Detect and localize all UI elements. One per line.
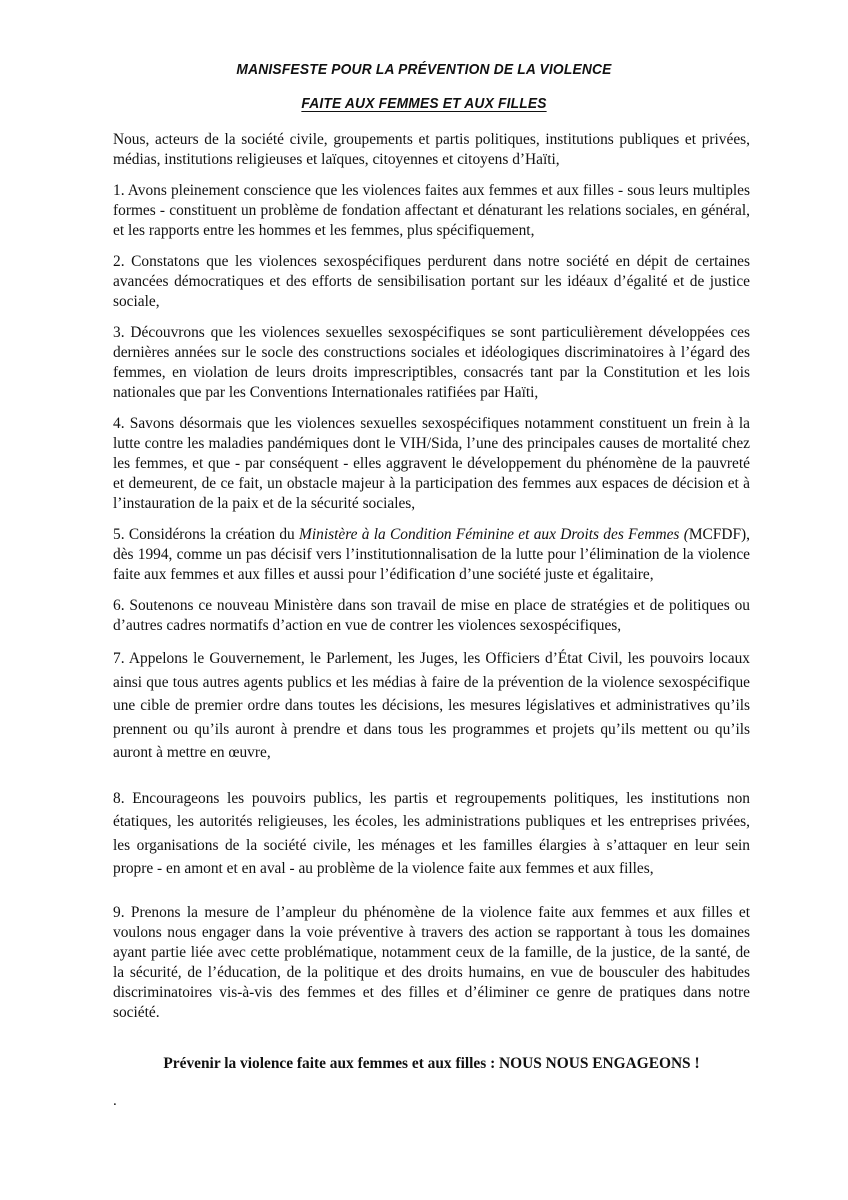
paragraph-8: 8. Encourageons les pouvoirs publics, les partis et regroupements politiques, les institutions non étatiques, les autorités religieuses, les écoles, les administrations publiques et les entreprises privées, les organisations de la société civile, les ménages et les familles élargies à s’attaquer en leur sein propre - en amont et en aval - au problème de la violence faite aux femmes et aux filles, [113, 789, 750, 877]
paragraph-5 [113, 525, 750, 585]
paragraph-7: 7. Appelons le Gouvernement, le Parlement, les Juges, les Officiers d’État Civil, les pouvoirs locaux ainsi que tous autres agents publics et les médias à faire de la prévention de la violence sexospécifique une cible de premier ordre dans toutes les décisions, les mesures législatives et administratives qu’ils prennent ou qu’ils auront à prendre et dans tous les programmes et projets qu’ils mettent ou qu’ils auront à mettre en œuvre, [113, 650, 750, 761]
document-body [113, 130, 750, 1034]
paragraph-1: 1. Avons pleinement conscience que les violences faites aux femmes et aux filles - sous leurs multiples formes - constituent un problème de fondation affectant et dénaturant les relations sociales, en général, et les rapports entre les hommes et les femmes, plus spécifiquement, [113, 182, 750, 239]
title-line-2-text: FAITE AUX FEMMES ET AUX FILLES [301, 95, 547, 112]
title-line-1-text: MANISFESTE POUR LA PRÉVENTION DE LA VIOLENCE [236, 61, 612, 78]
paragraph-9: 9. Prenons la mesure de l’ampleur du phénomène de la violence faite aux femmes et aux filles et voulons nous engager dans la voie préventive à travers des action se rapportant à tous les domaines ayant partie liée avec cette problématique, notamment ceux de la famille, de la justice, de la santé, de la sécurité, de l’éducation, de la politique et des droits humains, en vue de bousculer des habitudes discriminatoires vis-à-vis des femmes et des filles et d’éliminer ce genre de pratiques dans notre société. [113, 903, 750, 1021]
paragraph-6: 6. Soutenons ce nouveau Ministère dans son travail de mise en place de stratégies et de politiques ou d’autres cadres normatifs d’action en vue de contrer les violences sexospécifiques, [113, 597, 750, 634]
paragraph-2: 2. Constatons que les violences sexospécifiques perdurent dans notre société en dépit de certaines avancées démocratiques et des efforts de sensibilisation portant sur les idéaux d’égalité et de justice sociale, [113, 253, 750, 310]
closing-statement: Prévenir la violence faite aux femmes et aux filles : NOUS NOUS ENGAGEONS ! [163, 1055, 700, 1072]
paragraph-3: 3. Découvrons que les violences sexuelles sexospécifiques se sont particulièrement développées ces dernières années sur le socle des constructions sociales et idéologiques discriminatoires à l’égard des femmes, en violation de leurs droits imprescriptibles, consacrés tant par la Constitution et les lois nationales que par les Conventions Internationales ratifiées par Haïti, [113, 324, 750, 401]
paragraph-5-start: 5. Considérons la création du [113, 526, 300, 543]
paragraph-4: 4. Savons désormais que les violences sexuelles sexospécifiques notamment constituent un frein à la lutte contre les maladies pandémiques dont le VIH/Sida, l’une des principales causes de mortalité chez les femmes, et que - par conséquent - elles aggravent le développement du phénomène de la pauvreté et demeurent, de ce fait, un obstacle majeur à la participation des femmes aux espaces de décision et à l’instauration de la paix et de la sécurité sociales, [113, 415, 750, 512]
intro-paragraph: Nous, acteurs de la société civile, groupements et partis politiques, institutions publiques et privées, médias, institutions religieuses et laïques, citoyennes et citoyens d’Haïti, [113, 131, 750, 168]
ministry-name: Ministère à la Condition Féminine et aux Droits des Femmes ( [299, 526, 689, 543]
document-title-line-1 [34, 61, 814, 78]
document-title-line-2 [34, 95, 814, 112]
paragraph-5-end: MCFDF), dès 1994, comme un pas décisif vers l’institutionnalisation de la lutte pour l’élimination de la violence faite aux femmes et aux filles et aussi pour l’édification d’une société juste et égalitaire, [113, 526, 750, 583]
trailing-mark: . [113, 1093, 117, 1109]
